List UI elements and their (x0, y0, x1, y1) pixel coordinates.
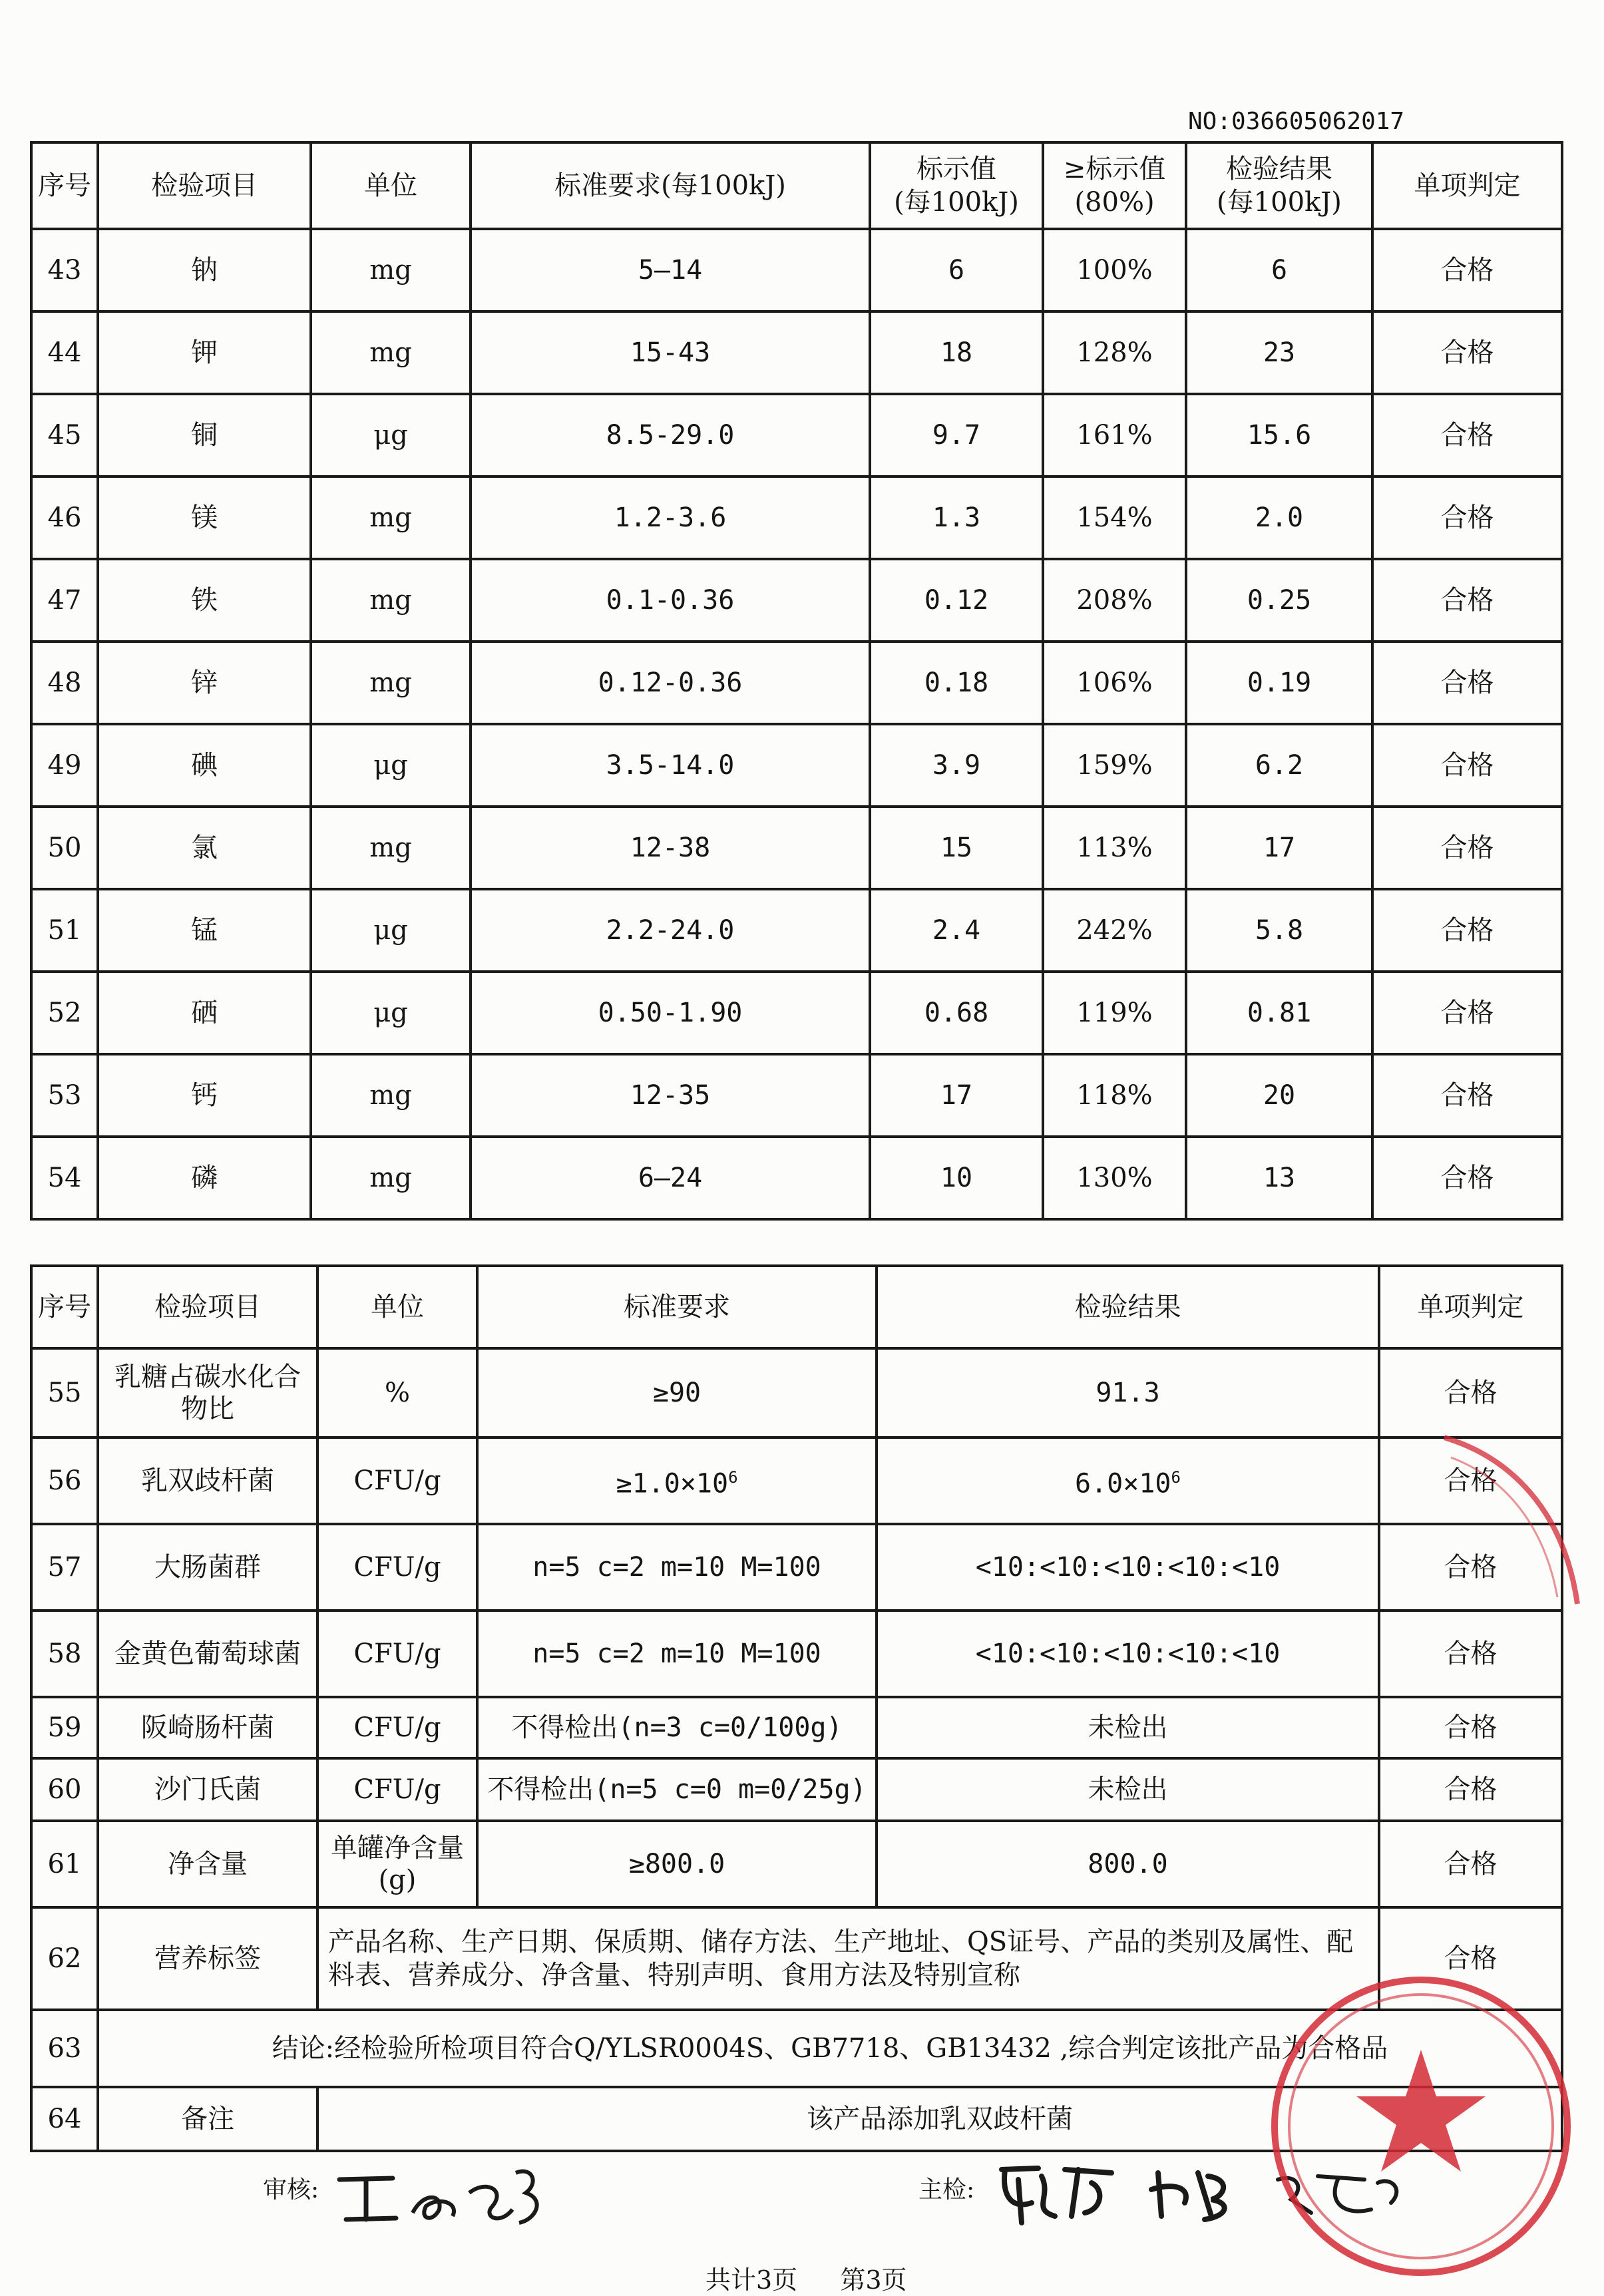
row-standard: 12-35 (471, 1054, 870, 1137)
row-verdict: 合格 (1379, 1437, 1562, 1524)
row-item: 阪崎肠杆菌 (98, 1697, 317, 1758)
result-exp: 6 (1171, 1468, 1181, 1487)
row-verdict: 合格 (1379, 1348, 1562, 1437)
row-item: 碘 (98, 724, 311, 807)
header-seq: 序号 (31, 1266, 98, 1348)
row-unit: % (317, 1348, 477, 1437)
table-row (31, 1054, 1562, 1137)
row-standard: 8.5-29.0 (471, 394, 870, 477)
result-base: 6.0×10 (1075, 1468, 1171, 1499)
header-ge-label-line1: ≥标示值 (1063, 154, 1166, 184)
row-item: 铜 (98, 394, 311, 477)
row-standard: 3.5-14.0 (471, 724, 870, 807)
header-verdict: 单项判定 (1379, 1266, 1562, 1348)
inspector-label: 主检: (918, 2176, 975, 2203)
table-row (31, 477, 1562, 559)
header-label-value-line1: 标示值 (916, 154, 996, 184)
header-result-line2: (每100kJ) (1217, 187, 1342, 218)
row-unit: mg (311, 1054, 471, 1137)
table-row (31, 1437, 1562, 1524)
page-footer (705, 2259, 907, 2296)
row-seq: 63 (31, 2010, 98, 2087)
row-label-value: 0.18 (870, 642, 1043, 724)
row-standard: 0.50-1.90 (471, 972, 870, 1054)
row-verdict: 合格 (1372, 311, 1562, 394)
row-unit: CFU/g (317, 1437, 477, 1524)
row-verdict: 合格 (1379, 1758, 1562, 1821)
row-standard: 1.2-3.6 (471, 477, 870, 559)
table-row (31, 394, 1562, 477)
row-pct: 161% (1043, 394, 1186, 477)
row-result: 17 (1186, 807, 1372, 889)
row-seq: 49 (31, 724, 98, 807)
row-pct: 208% (1043, 559, 1186, 642)
table-header-row (31, 142, 1562, 229)
row-item: 铁 (98, 559, 311, 642)
row-standard (477, 1437, 877, 1524)
header-standard: 标准要求(每100kJ) (471, 142, 870, 229)
table-row (31, 1758, 1562, 1821)
row-unit: mg (311, 229, 471, 311)
row-seq: 60 (31, 1758, 98, 1821)
row-verdict: 合格 (1372, 559, 1562, 642)
row-seq: 59 (31, 1697, 98, 1758)
row-standard: ≥90 (477, 1348, 877, 1437)
table-row (31, 889, 1562, 972)
table-row (31, 229, 1562, 311)
row-pct: 242% (1043, 889, 1186, 972)
row-seq: 56 (31, 1437, 98, 1524)
row-result: 6 (1186, 229, 1372, 311)
row-result: 5.8 (1186, 889, 1372, 972)
row-verdict: 合格 (1379, 1907, 1562, 2010)
row-standard: n=5 c=2 m=10 M=100 (477, 1524, 877, 1611)
reviewer-signature (333, 2153, 599, 2233)
header-item: 检验项目 (98, 1266, 317, 1348)
row-pct: 106% (1043, 642, 1186, 724)
header-result (1186, 142, 1372, 229)
row-verdict: 合格 (1372, 889, 1562, 972)
table-row (31, 807, 1562, 889)
row-unit: μg (311, 889, 471, 972)
row-seq: 53 (31, 1054, 98, 1137)
row-result: 6.2 (1186, 724, 1372, 807)
row-seq: 47 (31, 559, 98, 642)
row-result: 0.25 (1186, 559, 1372, 642)
header-seq: 序号 (31, 142, 98, 229)
row-seq: 54 (31, 1137, 98, 1219)
table-row (31, 559, 1562, 642)
row-seq: 55 (31, 1348, 98, 1437)
row-seq: 43 (31, 229, 98, 311)
row-label-value: 2.4 (870, 889, 1043, 972)
row-unit: mg (311, 1137, 471, 1219)
row-item: 乳双歧杆菌 (98, 1437, 317, 1524)
table-row (31, 1697, 1562, 1758)
row-item: 钙 (98, 1054, 311, 1137)
company-seal (1265, 1970, 1577, 2283)
row-pct: 119% (1043, 972, 1186, 1054)
row-result: <10:<10:<10:<10:<10 (877, 1524, 1379, 1611)
current-page: 第3页 (840, 2265, 907, 2295)
table-row (31, 1524, 1562, 1611)
row-standard: 不得检出(n=3 c=0/100g) (477, 1697, 877, 1758)
document-number: NO:036605062017 (1188, 108, 1405, 135)
row-item: 硒 (98, 972, 311, 1054)
row-result: 23 (1186, 311, 1372, 394)
table-row (31, 1348, 1562, 1437)
row-item: 镁 (98, 477, 311, 559)
row-seq: 45 (31, 394, 98, 477)
row-verdict: 合格 (1379, 1821, 1562, 1907)
row-verdict: 合格 (1372, 477, 1562, 559)
row-item: 锌 (98, 642, 311, 724)
row-result: 未检出 (877, 1758, 1379, 1821)
row-result: 未检出 (877, 1697, 1379, 1758)
row-seq: 61 (31, 1821, 98, 1907)
table-header-row (31, 1266, 1562, 1348)
row-unit: mg (311, 642, 471, 724)
row-unit: mg (311, 477, 471, 559)
row-seq: 58 (31, 1611, 98, 1697)
row-pct: 130% (1043, 1137, 1186, 1219)
row-label-value: 0.12 (870, 559, 1043, 642)
row-unit: 单罐净含量(g) (317, 1821, 477, 1907)
header-label-value (870, 142, 1043, 229)
row-standard: 2.2-24.0 (471, 889, 870, 972)
row-label-value: 18 (870, 311, 1043, 394)
row-verdict: 合格 (1372, 724, 1562, 807)
row-standard: 不得检出(n=5 c=0 m=0/25g) (477, 1758, 877, 1821)
row-standard: 15-43 (471, 311, 870, 394)
row-pct: 159% (1043, 724, 1186, 807)
header-verdict: 单项判定 (1372, 142, 1562, 229)
mineral-test-table (30, 141, 1563, 1221)
header-ge-label-line2: (80%) (1074, 187, 1155, 218)
row-result: 15.6 (1186, 394, 1372, 477)
row-seq: 50 (31, 807, 98, 889)
row-label-value: 0.68 (870, 972, 1043, 1054)
row-seq: 52 (31, 972, 98, 1054)
row-verdict: 合格 (1379, 1697, 1562, 1758)
row-label-value: 3.9 (870, 724, 1043, 807)
table-row (31, 1821, 1562, 1907)
header-ge-label (1043, 142, 1186, 229)
header-label-value-line2: (每100kJ) (894, 187, 1019, 218)
row-item: 营养标签 (98, 1907, 317, 2010)
table-row (31, 972, 1562, 1054)
row-item: 锰 (98, 889, 311, 972)
row-item: 净含量 (98, 1821, 317, 1907)
row-unit: mg (311, 559, 471, 642)
row-seq: 44 (31, 311, 98, 394)
row-result: 20 (1186, 1054, 1372, 1137)
header-result-line1: 检验结果 (1226, 154, 1332, 184)
standard-base: ≥1.0×10 (616, 1468, 729, 1499)
row-item: 沙门氏菌 (98, 1758, 317, 1821)
row-unit: CFU/g (317, 1697, 477, 1758)
row-standard: 5—14 (471, 229, 870, 311)
row-result (877, 1437, 1379, 1524)
row-seq: 62 (31, 1907, 98, 2010)
row-standard: n=5 c=2 m=10 M=100 (477, 1611, 877, 1697)
row-unit: μg (311, 972, 471, 1054)
row-item: 大肠菌群 (98, 1524, 317, 1611)
table-row (31, 1611, 1562, 1697)
row-result: 2.0 (1186, 477, 1372, 559)
row-item: 钠 (98, 229, 311, 311)
remark-label: 备注 (98, 2087, 317, 2151)
row-result: 0.81 (1186, 972, 1372, 1054)
table-row (31, 642, 1562, 724)
row-label-value: 9.7 (870, 394, 1043, 477)
row-unit: CFU/g (317, 1758, 477, 1821)
row-result: 13 (1186, 1137, 1372, 1219)
row-verdict: 合格 (1372, 807, 1562, 889)
header-standard: 标准要求 (477, 1266, 877, 1348)
header-item: 检验项目 (98, 142, 311, 229)
row-result: <10:<10:<10:<10:<10 (877, 1611, 1379, 1697)
row-verdict: 合格 (1372, 1137, 1562, 1219)
row-seq: 46 (31, 477, 98, 559)
table-row (31, 724, 1562, 807)
row-standard: ≥800.0 (477, 1821, 877, 1907)
table-row (31, 311, 1562, 394)
row-pct: 100% (1043, 229, 1186, 311)
standard-exp: 6 (728, 1468, 738, 1487)
row-pct: 128% (1043, 311, 1186, 394)
seal-fragment (1431, 1431, 1604, 1630)
row-pct: 118% (1043, 1054, 1186, 1137)
row-seq: 48 (31, 642, 98, 724)
row-pct: 113% (1043, 807, 1186, 889)
table-row (31, 1137, 1562, 1219)
row-standard: 0.1-0.36 (471, 559, 870, 642)
row-content: 产品名称、生产日期、保质期、储存方法、生产地址、QS证号、产品的类别及属性、配料表、营养成分、净含量、特别声明、食用方法及特别宣称 (317, 1907, 1379, 2010)
row-unit: mg (311, 807, 471, 889)
row-seq: 51 (31, 889, 98, 972)
remark-text: 该产品添加乳双歧杆菌 (317, 2087, 1562, 2151)
row-item: 磷 (98, 1137, 311, 1219)
row-standard: 12-38 (471, 807, 870, 889)
row-verdict: 合格 (1372, 1054, 1562, 1137)
conclusion-text: 结论:经检验所检项目符合Q/YLSR0004S、GB7718、GB13432 ,综合判定该批产品为合格品 (98, 2010, 1562, 2087)
row-unit: CFU/g (317, 1524, 477, 1611)
row-label-value: 6 (870, 229, 1043, 311)
row-result: 0.19 (1186, 642, 1372, 724)
header-result: 检验结果 (877, 1266, 1379, 1348)
row-verdict: 合格 (1372, 229, 1562, 311)
row-verdict: 合格 (1379, 1524, 1562, 1611)
row-item: 金黄色葡萄球菌 (98, 1611, 317, 1697)
row-unit: CFU/g (317, 1611, 477, 1697)
row-seq: 57 (31, 1524, 98, 1611)
row-label-value: 1.3 (870, 477, 1043, 559)
row-label-value: 15 (870, 807, 1043, 889)
row-verdict: 合格 (1372, 972, 1562, 1054)
row-result: 91.3 (877, 1348, 1379, 1437)
row-label-value: 10 (870, 1137, 1043, 1219)
row-item: 乳糖占碳水化合物比 (98, 1348, 317, 1437)
row-standard: 0.12-0.36 (471, 642, 870, 724)
row-unit: mg (311, 311, 471, 394)
row-verdict: 合格 (1372, 642, 1562, 724)
total-pages: 共计3页 (705, 2265, 798, 2295)
row-label-value: 17 (870, 1054, 1043, 1137)
header-unit: 单位 (317, 1266, 477, 1348)
row-unit: μg (311, 394, 471, 477)
row-verdict: 合格 (1372, 394, 1562, 477)
row-pct: 154% (1043, 477, 1186, 559)
row-seq: 64 (31, 2087, 98, 2151)
row-verdict: 合格 (1379, 1611, 1562, 1697)
row-standard: 6—24 (471, 1137, 870, 1219)
header-unit: 单位 (311, 142, 471, 229)
row-result: 800.0 (877, 1821, 1379, 1907)
row-item: 钾 (98, 311, 311, 394)
reviewer-label: 审核: (263, 2176, 319, 2203)
row-item: 氯 (98, 807, 311, 889)
row-unit: μg (311, 724, 471, 807)
